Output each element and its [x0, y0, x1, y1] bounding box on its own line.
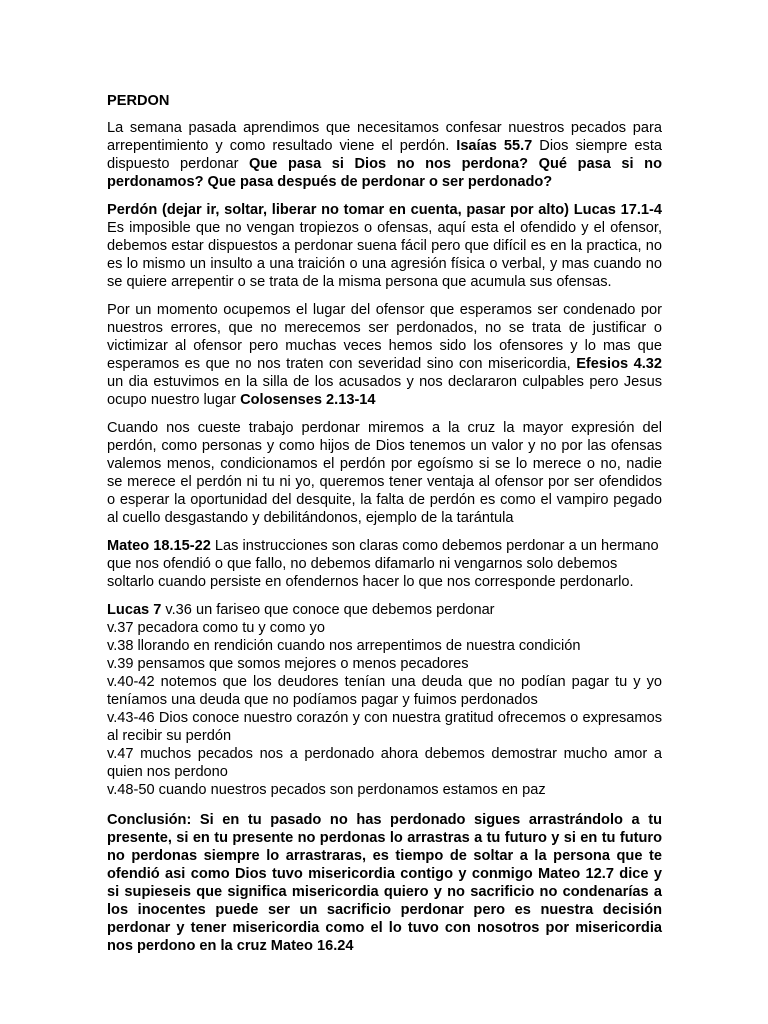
- paragraph-intro: [107, 119, 662, 191]
- document-title: PERDON: [107, 93, 170, 109]
- verse-line: v.38 llorando en rendición cuando nos arrepentimos de nuestra condición: [107, 638, 581, 654]
- text-run: v.36 un fariseo que conoce que debemos perdonar: [161, 602, 495, 618]
- bible-reference: Mateo 18.15-22: [107, 538, 211, 554]
- bible-reference: Colosenses 2.13-14: [240, 392, 376, 408]
- bible-reference: Lucas 7: [107, 602, 162, 618]
- verse-line: [107, 601, 662, 619]
- verse-line: v.40-42 notemos que los deudores tenían una deuda que no podían pagar tu y yo teníamos una deuda que no podíamos pagar y fuimos perdonados: [107, 674, 662, 708]
- bible-reference: Isaías 55.7: [456, 138, 533, 154]
- text-run: Cuando nos cueste trabajo perdonar miremos a la cruz la mayor expresión del perdón, como personas y como hijos de Dios tenemos un valor y no por las ofensas valemos menos, condicionamos el perdón por egoísmo si se lo merece o no, nadie se merece el perdón ni tu ni yo, queremos tener ventaja al ofensor por ser ofendidos o esperar la oportunidad del desquite, la falta de perdón es como el vampiro pegado al cuello desgastando y debilitándonos, ejemplo de la tarántula: [107, 420, 662, 526]
- paragraph-cross: [107, 419, 662, 527]
- key-questions: Que pasa si Dios no nos perdona? Qué pasa si no perdonamos? Que pasa después de perdonar o ser perdonado?: [107, 156, 662, 190]
- text-run: Dios siempre esta dispuesto perdonar: [107, 138, 662, 172]
- verse-line: v.47 muchos pecados nos a perdonado ahora debemos demostrar mucho amor a quien nos perdono: [107, 746, 662, 780]
- text-run: La semana pasada aprendimos que necesitamos confesar nuestros pecados para arrepentimiento y como resultado viene el perdón.: [107, 120, 662, 154]
- verse-line: v.48-50 cuando nuestros pecados son perdonamos estamos en paz: [107, 782, 546, 798]
- paragraph-mateo: [107, 537, 662, 591]
- paragraph-conclusion: Conclusión: Si en tu pasado no has perdonado sigues arrastrándolo a tu presente, si en tu presente no perdonas lo arrastras a tu futuro y si en tu futuro no perdonas siempre lo arrastraras, es tiempo de soltar a la persona que te ofendió asi como Dios tuvo misericordia contigo y conmigo Mateo 12.7 dice y si supieseis que significa misericordia quiero y no sacrificio no condenarías a los inocentes puede ser un sacrificio perdonar pero es nuestra decisión perdonar y tener misericordia como el lo tuvo con nosotros por misericordia nos perdono en la cruz Mateo 16.24: [107, 812, 662, 954]
- paragraph-definition: [107, 201, 662, 291]
- lucas-verse-list: [107, 601, 662, 799]
- text-run: Por un momento ocupemos el lugar del ofensor que esperamos ser condenado por nuestros errores, que no merecemos ser perdonados, no se trata de justificar o victimizar al ofensor pero muchas veces hemos sido los ofensores y lo mas que esperamos es que no nos traten con severidad sino con misericordia,: [107, 302, 662, 372]
- text-run: Las instrucciones son claras como debemos perdonar a un hermano que nos ofendió o que fallo, no debemos difamarlo ni vengarnos solo debemos soltarlo cuando persiste en ofendernos hacer lo que nos corresponde perdonarlo.: [107, 538, 659, 590]
- definition-heading: Perdón (dejar ir, soltar, liberar no tomar en cuenta, pasar por alto) Lucas 17.1-4: [107, 202, 662, 218]
- verse-line: v.43-46 Dios conoce nuestro corazón y con nuestra gratitud ofrecemos o expresamos al recibir su perdón: [107, 710, 662, 744]
- verse-line: v.37 pecadora como tu y como yo: [107, 620, 325, 636]
- verse-line: v.39 pensamos que somos mejores o menos pecadores: [107, 656, 469, 672]
- paragraph-offender: [107, 301, 662, 409]
- text-run: un dia estuvimos en la silla de los acusados y nos declararon culpables pero Jesus ocupo nuestro lugar: [107, 374, 662, 408]
- bible-reference: Efesios 4.32: [576, 356, 662, 372]
- text-run: Es imposible que no vengan tropiezos o ofensas, aquí esta el ofendido y el ofensor, debemos estar dispuestos a perdonar suena fácil pero que difícil es en la practica, no es lo mismo un insulto a una traición o una agresión física o verbal, y mas cuando no se quiere arrepentir o se trata de la misma persona que acumula sus ofensas.: [107, 220, 662, 290]
